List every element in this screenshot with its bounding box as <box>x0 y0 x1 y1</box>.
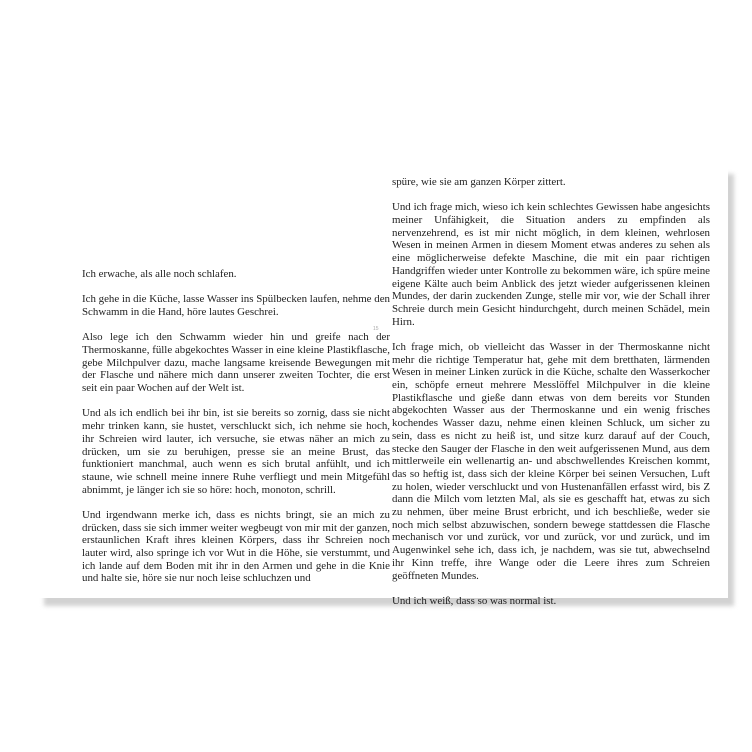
paragraph: Ich frage mich, ob vielleicht das Wasser in der Thermoskanne nicht mehr die richtige Temperatur hat, gehe mit dem bretthaten, lärmenden Wesen in meiner Linken zurück in die Küche, schalte den Wasserkocher ein, schöpfe erneut mehrere Messlöffel Milchpulver in die kleine Plastikflasche und gieße dann etwas von dem bereits vor Stunden abgekochten Wasser aus der Thermoskanne und ein wenig frisches kochendes Wasser dazu, nehme einen kleinen Schluck, um sicher zu sein, dass es nicht zu heiß ist, und sitze kurz darauf auf der Couch, stecke den Sauger der Flasche in den weit aufgerissenen Mund, aus dem mittlerweile ein wellenartig an- und abschwellendes Kreischen kommt, das so heftig ist, dass sich der kleine Körper bei seinen Versuchen, Luft zu holen, wieder verschluckt und von Hustenanfällen erfasst wird, bis Z dann die Milch vom letzten Mal, als sie es geschafft hat, etwas zu sich zu nehmen, über meine Brust erbricht, und ich beschließe, weder sie noch mich selbst abzuwischen, sondern bewege stattdessen die Flasche mechanisch vor und zurück, vor und zurück, vor und zurück, und im Augenwinkel sehe ich, dass ich, je nachdem, was sie tut, abwechselnd ihr Kinn treffe, ihre Wange oder die Leere ihres zum Schreien geöffneten Mundes. <box>392 340 710 582</box>
line-number-marker: 15 <box>373 326 379 332</box>
paragraph: Ich gehe in die Küche, lasse Wasser ins Spülbecken laufen, nehme den Schwamm in die Hand, höre lautes Geschrei. <box>82 293 390 318</box>
paragraph: Und als ich endlich bei ihr bin, ist sie bereits so zornig, dass sie nicht mehr trinken kann, sie hustet, verschluckt sich, ich nehme sie hoch, ihr Schreien wird lauter, ich versuche, sie etwas näher an mich zu drücken, um sie zu beruhigen, presse sie an meine Brust, das funktioniert manchmal, auch wenn es sich brutal anfühlt, und ich staune, wie schnell meine innere Ruhe verfliegt und mein Mitgefühl abnimmt, je länger ich sie so höre: hoch, monoton, schrill. <box>82 407 390 496</box>
paragraph: Also lege ich den Schwamm wieder hin und greife nach der Thermoskanne, fülle abgekochtes Wasser in eine kleine Plastikflasche, gebe Milchpulver dazu, mache langsame kreisende Bewegungen mit der Flasche und nähere mich dann unserer zweiten Tochter, die erst seit ein paar Wochen auf der Welt ist. <box>82 331 390 395</box>
paragraph: Ich erwache, als alle noch schlafen. <box>82 268 237 280</box>
left-page <box>82 268 390 598</box>
book-spread <box>38 166 728 607</box>
right-page <box>392 176 710 620</box>
paragraph: Und ich weiß, dass so was normal ist. <box>392 594 557 607</box>
paragraph: Und ich frage mich, wieso ich kein schlechtes Gewissen habe angesichts meiner Unfähigkeit, die Situation anders zu empfinden als nervenzehrend, es ist mir nicht möglich, in dem kleinen, wehrlosen Wesen in meinen Armen in diesem Moment etwas anderes zu sehen als eine möglicherweise defekte Maschine, die mit ein paar richtigen Handgriffen wieder unter Kontrolle zu bekommen wäre, ich spüre meine eigene Kälte auch beim Anblick des jetzt wieder aufgerissenen kleinen Mundes, der darin zuckenden Zunge, stelle mir vor, wie der Schall ihrer Schreie durch mein Gesicht hindurchgeht, durch meinen Schädel, mein Hirn. <box>392 201 710 328</box>
paragraph: spüre, wie sie am ganzen Körper zittert. <box>392 176 566 188</box>
paragraph: Und irgendwann merke ich, dass es nichts bringt, sie an mich zu drücken, dass sie sich immer weiter wegbeugt von mir mit der ganzen, erstaunlichen Kraft ihres kleinen Körpers, dass ihr Schreien noch lauter wird, also springe ich vor Wut in die Höhe, sie verstummt, und ich lande auf dem Boden mit ihr in den Armen und gehe in die Knie und halte sie, höre sie nur noch leise schluchzen und <box>82 508 390 585</box>
